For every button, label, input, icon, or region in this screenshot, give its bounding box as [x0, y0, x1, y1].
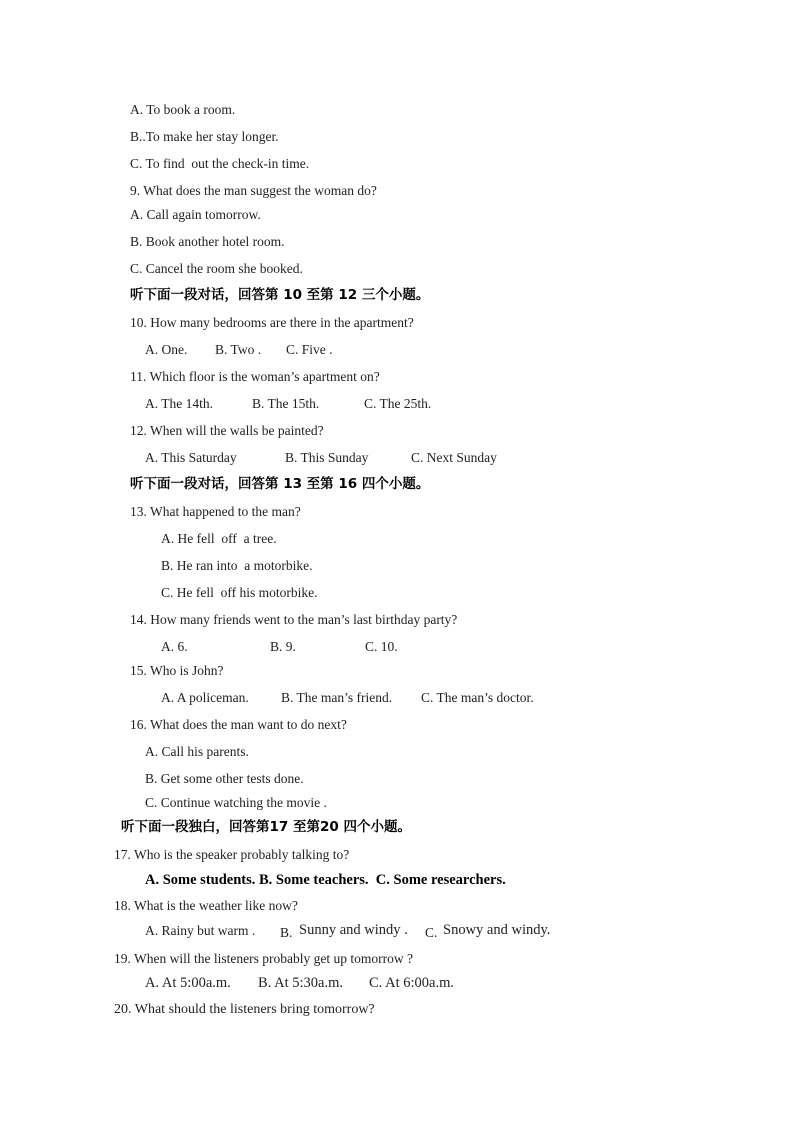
q18-option-a: A. Rainy but warm . [145, 923, 256, 938]
section-heading-13-16: 听下面一段对话，回答第 13 至第 16 四个小题。 [130, 476, 430, 492]
q14-question: 14. How many friends went to the man’s last birthday party? [130, 612, 458, 627]
q12-option-c: C. Next Sunday [411, 450, 497, 465]
q19-question: 19. When will the listeners probably get up tomorrow ? [114, 951, 413, 966]
q18-option-c: Snowy and windy. [443, 922, 551, 938]
q18-question: 18. What is the weather like now? [114, 898, 298, 913]
q15-option-b: B. The man’s friend. [281, 690, 393, 705]
q13-question: 13. What happened to the man? [130, 504, 301, 519]
q16-option-b: B. Get some other tests done. [145, 771, 304, 786]
q10-option-a: A. One. [145, 342, 188, 357]
q10-option-c: C. Five . [286, 342, 333, 357]
q12-option-b: B. This Sunday [285, 450, 369, 465]
q14-option-a: A. 6. [161, 639, 188, 654]
q11-option-a: A. The 14th. [145, 396, 213, 411]
q9-question: 9. What does the man suggest the woman do? [130, 183, 377, 198]
q17-question: 17. Who is the speaker probably talking to? [114, 847, 350, 862]
q18-option-b: Sunny and windy . [299, 922, 408, 938]
section-heading-10-12: 听下面一段对话，回答第 10 至第 12 三个小题。 [130, 287, 430, 303]
q18-option-b-letter: B. [280, 925, 293, 940]
q20-question: 20. What should the listeners bring tomorrow? [114, 1002, 375, 1017]
q15-option-c: C. The man’s doctor. [421, 690, 534, 705]
q18-option-c-letter: C. [425, 925, 438, 940]
q11-option-b: B. The 15th. [252, 396, 320, 411]
q19-option-c: C. At 6:00a.m. [369, 975, 454, 991]
q10-option-b: B. Two . [215, 342, 262, 357]
q15-option-a: A. A policeman. [161, 690, 249, 705]
q16-question: 16. What does the man want to do next? [130, 717, 347, 732]
q12-option-a: A. This Saturday [145, 450, 237, 465]
q12-question: 12. When will the walls be painted? [130, 423, 324, 438]
q13-option-a: A. He fell off a tree. [161, 531, 277, 546]
q19-option-a: A. At 5:00a.m. [145, 975, 231, 991]
q9-option-a: A. Call again tomorrow. [130, 207, 261, 222]
q16-option-c: C. Continue watching the movie . [145, 795, 327, 810]
q9-option-b: B. Book another hotel room. [130, 234, 285, 249]
section-heading-17-20: 听下面一段独白，回答第17 至第20 四个小题。 [121, 819, 411, 835]
q16-option-a: A. Call his parents. [145, 744, 249, 759]
q13-option-c: C. He fell off his motorbike. [161, 585, 318, 600]
q11-question: 11. Which floor is the woman’s apartment on? [130, 369, 380, 384]
q17-options [145, 871, 506, 889]
q9-option-c: C. Cancel the room she booked. [130, 261, 303, 276]
q19-option-b: B. At 5:30a.m. [258, 975, 343, 991]
q8-option-c: C. To find out the check-in time. [130, 156, 310, 171]
q17-option-c: C. Some researchers. [375, 872, 506, 888]
q17-option-a: A. Some students. [145, 872, 256, 888]
q10-question: 10. How many bedrooms are there in the apartment? [130, 315, 414, 330]
q13-option-b: B. He ran into a motorbike. [161, 558, 313, 573]
q8-option-a: A. To book a room. [130, 102, 236, 117]
q11-option-c: C. The 25th. [364, 396, 432, 411]
q15-question: 15. Who is John? [130, 663, 224, 678]
q17-option-b: B. Some teachers. [259, 872, 369, 888]
q14-option-c: C. 10. [365, 639, 398, 654]
q8-option-b: B..To make her stay longer. [130, 129, 279, 144]
q14-option-b: B. 9. [270, 639, 296, 654]
